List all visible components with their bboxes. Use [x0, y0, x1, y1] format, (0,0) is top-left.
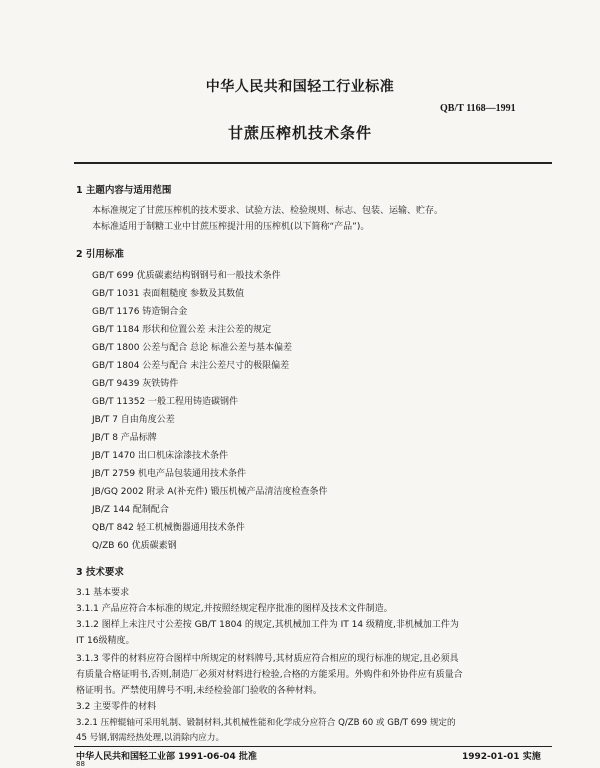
- clause-3-1-2-line-1: 3.1.2 图样上未注尺寸公差按 GB/T 1804 的规定,其机械加工件为 IT 14 级精度,非机械加工件为: [76, 620, 459, 630]
- header-divider: [74, 162, 552, 164]
- section-2-heading: 2 引用标准: [76, 249, 124, 260]
- reference-item: GB/T 11352 一般工程用铸造碳钢件: [92, 397, 239, 407]
- section-1-heading: 1 主题内容与适用范围: [76, 185, 172, 196]
- reference-item: GB/T 1804 公差与配合 未注公差尺寸的极限偏差: [92, 361, 290, 371]
- standard-type-heading: 中华人民共和国轻工行业标准: [205, 79, 395, 95]
- section-1-paragraph-1: 本标准规定了甘蔗压榨机的技术要求、试验方法、检验规则、标志、包装、运输、贮存。: [92, 206, 444, 216]
- reference-item: JB/T 2759 机电产品包装通用技术条件: [92, 469, 246, 479]
- reference-item: JB/T 1470 出口机床涂漆技术条件: [92, 451, 228, 461]
- document-title: 甘蔗压榨机技术条件: [227, 124, 372, 142]
- reference-item: GB/T 1031 表面粗糙度 参数及其数值: [92, 289, 245, 299]
- reference-item: QB/T 842 轻工机械衡器通用技术条件: [92, 523, 245, 533]
- reference-item: Q/ZB 60 优质碳素钢: [92, 541, 177, 551]
- clause-3-1-3-line-1: 3.1.3 零件的材料应符合图样中所规定的材料牌号,其材质应符合相应的现行标准的规定,且必须具: [76, 654, 459, 664]
- reference-item: JB/T 8 产品标牌: [92, 433, 157, 443]
- page-number: 88: [76, 760, 85, 768]
- reference-item: JB/GQ 2002 附录 A(补充件) 锻压机械产品清洁度检查条件: [92, 487, 328, 497]
- clause-3-2-1-line-2: 45 号钢,钢需经热处理,以消除内应力。: [76, 733, 225, 743]
- footer-divider: [74, 746, 552, 747]
- reference-item: GB/T 1184 形状和位置公差 未注公差的规定: [92, 325, 272, 335]
- section-3-heading: 3 技术要求: [76, 567, 124, 578]
- section-1-paragraph-2: 本标准适用于制糖工业中甘蔗压榨提汁用的压榨机(以下简称“产品”)。: [92, 222, 370, 232]
- clause-3-2: 3.2 主要零件的材料: [76, 702, 157, 712]
- clause-3-1-2-line-2: IT 16级精度。: [76, 636, 135, 646]
- clause-3-2-1-line-1: 3.2.1 压榨辊轴可采用轧制、锻制材料,其机械性能和化学成分应符合 Q/ZB 60 或 GB/T 699 规定的: [76, 718, 456, 728]
- reference-item: GB/T 699 优质碳素结构钢钢号和一般技术条件: [92, 271, 281, 281]
- reference-item: JB/Z 144 配制配合: [92, 505, 169, 515]
- reference-item: JB/T 7 自由角度公差: [92, 415, 175, 425]
- approval-statement: 中华人民共和国轻工业部 1991-06-04 批准: [76, 752, 257, 762]
- clause-3-1: 3.1 基本要求: [76, 588, 130, 598]
- clause-3-1-1: 3.1.1 产品应符合本标准的规定,并按照经规定程序批准的图样及技术文件制造。: [76, 604, 393, 614]
- reference-item: GB/T 1800 公差与配合 总论 标准公差与基本偏差: [92, 343, 293, 353]
- clause-3-1-3-line-2: 有质量合格证明书,否则,制造厂必须对材料进行检验,合格的方能采用。外购件和外协件应有质量合: [76, 670, 463, 680]
- reference-item: GB/T 9439 灰铁铸件: [92, 379, 179, 389]
- standard-code: QB/T 1168—1991: [440, 103, 516, 114]
- clause-3-1-3-line-3: 格证明书。严禁使用牌号不明,未经检验部门验收的各种材料。: [76, 686, 322, 696]
- implementation-date: 1992-01-01 实施: [462, 752, 541, 762]
- reference-item: GB/T 1176 铸造铜合金: [92, 307, 188, 317]
